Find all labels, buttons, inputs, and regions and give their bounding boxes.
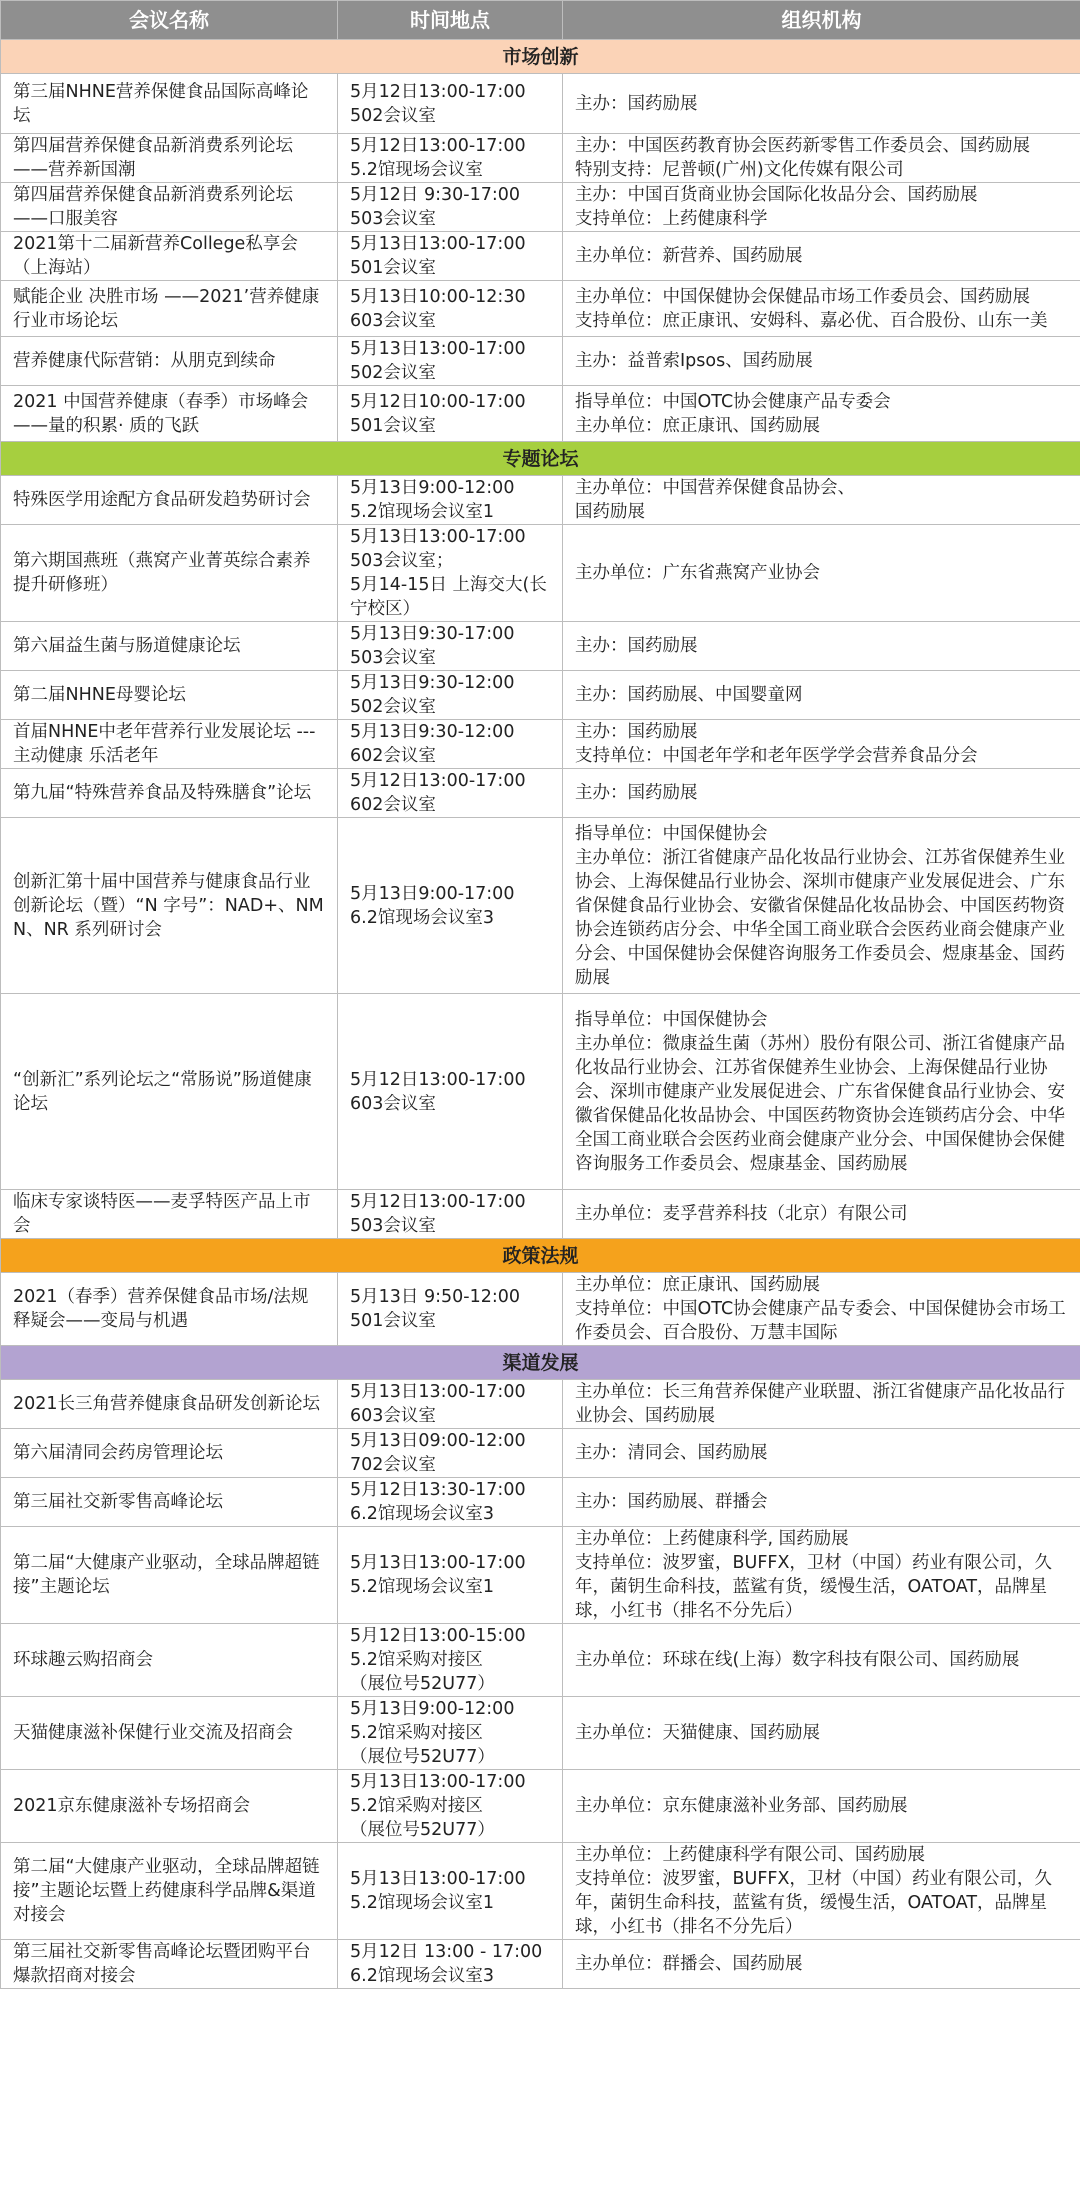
time-location-line: 5月12日13:00-17:00	[350, 81, 526, 102]
conference-name: 第四届营养保健食品新消费系列论坛——口服美容	[1, 183, 338, 232]
organizer-line: 主办：中国医药教育协会医药新零售工作委员会、国药励展	[575, 136, 1030, 156]
section-row	[1, 1239, 1080, 1273]
table-row	[1, 476, 1080, 525]
time-location-line: 5月13日13:00-17:00	[350, 527, 526, 547]
table-row	[1, 1190, 1080, 1239]
time-location-line: 501会议室	[350, 258, 436, 278]
organizer-line: 主办单位：中国保健协会保健品市场工作委员会、国药励展	[575, 286, 1030, 307]
organizer-line: 主办单位：京东健康滋补业务部、国药励展	[575, 1796, 908, 1816]
time-location-line: （展位号52U77）	[350, 1674, 495, 1694]
organizer-line: 主办单位：微康益生菌（苏州）股份有限公司、浙江省健康产品化妆品行业协会、江苏省保健养生业协会、上海保健品行业协会、深圳市健康产业发展促进会、广东省保健食品行业协会、安徽省保健品化妆品协会、中国医药物资协会连锁药店分会、中华全国工商业联合会医药业商会健康产业分会、中国保健协会保健咨询服务工作委员会、煜康基金、国药励展	[575, 1033, 1065, 1174]
time-location	[338, 671, 563, 720]
section-title: 渠道发展	[1, 1346, 1080, 1380]
time-location-line: 5月12日13:00-15:00	[350, 1626, 526, 1646]
organizer	[563, 525, 1080, 622]
organizer-line: 主办单位：天猫健康、国药励展	[575, 1723, 820, 1743]
time-location-line: 5月13日9:00-12:00	[350, 478, 515, 498]
table-row	[1, 1843, 1080, 1940]
organizer-line: 主办单位：麦孚营养科技（北京）有限公司	[575, 1204, 908, 1224]
conference-name: 2021第十二届新营养College私享会（上海站）	[1, 232, 338, 281]
organizer-line: 主办：国药励展、中国婴童网	[575, 685, 803, 705]
table-row	[1, 1527, 1080, 1624]
time-location-line: 702会议室	[350, 1455, 436, 1475]
conference-name: 第二届“大健康产业驱动，全球品牌超链接”主题论坛暨上药健康科学品牌&渠道对接会	[1, 1843, 338, 1940]
time-location-line: 5月13日9:00-17:00	[350, 883, 515, 904]
table-row	[1, 525, 1080, 622]
table-row	[1, 1770, 1080, 1843]
time-location-line: 5月13日10:00-12:30	[350, 286, 526, 307]
section-row	[1, 40, 1080, 74]
time-location-line: 5月12日 9:30-17:00	[350, 185, 521, 205]
time-location-line: 5.2馆采购对接区	[350, 1650, 483, 1670]
time-location	[338, 1478, 563, 1527]
time-location	[338, 1380, 563, 1429]
time-location-line: 603会议室	[350, 310, 436, 331]
organizer-line: 支持单位：中国老年学和老年医学学会营养食品分会	[575, 746, 978, 766]
organizer-line: 主办单位：上药健康科学有限公司、国药励展	[575, 1845, 925, 1865]
organizer-line: 主办：国药励展	[575, 722, 698, 742]
time-location	[338, 1527, 563, 1624]
conference-name: 临床专家谈特医——麦孚特医产品上市会	[1, 1190, 338, 1239]
conference-name: “创新汇”系列论坛之“常肠说”肠道健康论坛	[1, 994, 338, 1190]
time-location	[338, 769, 563, 818]
organizer	[563, 183, 1080, 232]
organizer-line: 主办单位：群播会、国药励展	[575, 1954, 803, 1974]
organizer	[563, 994, 1080, 1190]
time-location-line: 5.2馆现场会议室1	[350, 1893, 494, 1913]
time-location-line: 502会议室	[350, 363, 436, 383]
time-location-line: 5月12日 13:00 - 17:00	[350, 1942, 543, 1962]
time-location-line: 5.2馆采购对接区	[350, 1796, 483, 1816]
time-location	[338, 1697, 563, 1770]
time-location-line: 501会议室	[350, 1311, 436, 1331]
time-location	[338, 1190, 563, 1239]
time-location-line: 503会议室	[350, 1216, 436, 1236]
organizer-line: 支持单位：上药健康科学	[575, 209, 768, 229]
organizer-line: 支持单位：庶正康讯、安姆科、嘉必优、百合股份、山东一美	[575, 310, 1048, 331]
conference-name: 2021（春季）营养保健食品市场/法规释疑会——变局与机遇	[1, 1273, 338, 1346]
organizer	[563, 818, 1080, 994]
time-location-line: 602会议室	[350, 746, 436, 766]
organizer	[563, 74, 1080, 134]
organizer	[563, 1527, 1080, 1624]
time-location	[338, 476, 563, 525]
organizer	[563, 1429, 1080, 1478]
section-title: 专题论坛	[1, 442, 1080, 476]
organizer	[563, 1843, 1080, 1940]
organizer-line: 主办：国药励展	[575, 783, 698, 803]
conference-name: 第二届“大健康产业驱动，全球品牌超链接”主题论坛	[1, 1527, 338, 1624]
time-location	[338, 1843, 563, 1940]
organizer-line: 支持单位：波罗蜜，BUFFX，卫材（中国）药业有限公司，久年，菌钥生命科技，蓝鲨有货，缓慢生活，OATOAT，品牌星球，小红书（排名不分先后）	[575, 1553, 1052, 1621]
organizer-line: 主办：国药励展、群播会	[575, 1492, 768, 1512]
organizer-line: 主办：益普索Ipsos、国药励展	[575, 351, 813, 371]
time-location	[338, 525, 563, 622]
table-row	[1, 1478, 1080, 1527]
time-location-line: 5月12日13:30-17:00	[350, 1480, 526, 1500]
table-row	[1, 818, 1080, 994]
table-row	[1, 281, 1080, 337]
organizer	[563, 281, 1080, 337]
conference-name: 创新汇第十届中国营养与健康食品行业创新论坛（暨）“N 字号”：NAD+、NMN、NR 系列研讨会	[1, 818, 338, 994]
organizer-line: 主办单位：庶正康讯、国药励展	[575, 415, 820, 436]
time-location	[338, 1940, 563, 1989]
conference-name: 第六期国燕班（燕窝产业菁英综合素养提升研修班）	[1, 525, 338, 622]
conference-name: 第三届NHNE营养保健食品国际高峰论坛	[1, 74, 338, 134]
header-name: 会议名称	[1, 1, 338, 40]
time-location-line: 5月13日13:00-17:00	[350, 1382, 526, 1402]
organizer	[563, 1940, 1080, 1989]
table-row	[1, 1940, 1080, 1989]
table-row	[1, 386, 1080, 442]
time-location-line: 5.2馆现场会议室1	[350, 502, 494, 522]
conference-name: 第三届社交新零售高峰论坛暨团购平台爆款招商对接会	[1, 1940, 338, 1989]
conference-name: 第二届NHNE母婴论坛	[1, 671, 338, 720]
time-location-line: 5.2馆采购对接区	[350, 1723, 483, 1743]
section-row	[1, 1346, 1080, 1380]
organizer	[563, 1624, 1080, 1697]
time-location-line: 5月13日13:00-17:00	[350, 1772, 526, 1792]
time-location-line: 6.2馆现场会议室3	[350, 1504, 494, 1524]
organizer-line: 支持单位：中国OTC协会健康产品专委会、中国保健协会市场工作委员会、百合股份、万慧丰国际	[575, 1299, 1066, 1343]
table-row	[1, 1429, 1080, 1478]
table-row	[1, 134, 1080, 183]
organizer	[563, 769, 1080, 818]
time-location-line: 6.2馆现场会议室3	[350, 1966, 494, 1986]
time-location	[338, 1770, 563, 1843]
time-location-line: 501会议室	[350, 415, 436, 436]
table-row	[1, 994, 1080, 1190]
table-row	[1, 183, 1080, 232]
time-location-line: 5月12日13:00-17:00	[350, 1069, 526, 1090]
time-location-line: 5月14-15日 上海交大(长宁校区）	[350, 575, 547, 619]
organizer	[563, 337, 1080, 386]
organizer-line: 主办单位：中国营养保健食品协会、	[575, 478, 855, 498]
table-row	[1, 1624, 1080, 1697]
organizer	[563, 232, 1080, 281]
time-location-line: 5月13日9:00-12:00	[350, 1699, 515, 1719]
conference-name: 营养健康代际营销：从朋克到续命	[1, 337, 338, 386]
time-location	[338, 622, 563, 671]
header-time-location: 时间地点	[338, 1, 563, 40]
table-row	[1, 1380, 1080, 1429]
organizer-line: 支持单位：波罗蜜，BUFFX，卫材（中国）药业有限公司，久年，菌钥生命科技，蓝鲨有货，缓慢生活，OATOAT，品牌星球，小红书（排名不分先后）	[575, 1869, 1052, 1937]
time-location	[338, 818, 563, 994]
time-location-line: 5月13日9:30-12:00	[350, 673, 515, 693]
conference-name: 2021长三角营养健康食品研发创新论坛	[1, 1380, 338, 1429]
time-location-line: 5月13日9:30-12:00	[350, 722, 515, 742]
time-location-line: 5月13日 9:50-12:00	[350, 1287, 521, 1307]
table-row	[1, 671, 1080, 720]
time-location-line: 5.2馆现场会议室1	[350, 1577, 494, 1597]
table-row	[1, 74, 1080, 134]
time-location	[338, 74, 563, 134]
table-row	[1, 232, 1080, 281]
organizer-line: 主办单位：上药健康科学, 国药励展	[575, 1529, 849, 1549]
header-organizer: 组织机构	[563, 1, 1080, 40]
time-location-line: 5月12日13:00-17:00	[350, 136, 526, 156]
organizer-line: 主办：国药励展	[575, 93, 698, 114]
time-location	[338, 994, 563, 1190]
time-location-line: 5月13日13:00-17:00	[350, 339, 526, 359]
time-location-line: 5月13日9:30-17:00	[350, 624, 515, 644]
table-row	[1, 622, 1080, 671]
conference-name: 赋能企业 决胜市场 ——2021’营养健康行业市场论坛	[1, 281, 338, 337]
organizer	[563, 1478, 1080, 1527]
organizer	[563, 720, 1080, 769]
time-location	[338, 134, 563, 183]
time-location-line: 503会议室	[350, 648, 436, 668]
conference-name: 第四届营养保健食品新消费系列论坛——营养新国潮	[1, 134, 338, 183]
conference-name: 2021京东健康滋补专场招商会	[1, 1770, 338, 1843]
table-row	[1, 1273, 1080, 1346]
section-title: 政策法规	[1, 1239, 1080, 1273]
time-location-line: 5月12日13:00-17:00	[350, 1192, 526, 1212]
conference-name: 天猫健康滋补保健行业交流及招商会	[1, 1697, 338, 1770]
time-location-line: （展位号52U77）	[350, 1820, 495, 1840]
time-location	[338, 281, 563, 337]
time-location-line: 602会议室	[350, 795, 436, 815]
conference-name: 第九届“特殊营养食品及特殊膳食”论坛	[1, 769, 338, 818]
organizer-line: 主办单位：浙江省健康产品化妆品行业协会、江苏省保健养生业协会、上海保健品行业协会、深圳市健康产业发展促进会、广东省保健食品行业协会、安徽省保健品化妆品协会、中国医药物资协会连锁药店分会、中华全国工商业联合会医药业商会健康产业分会、中国保健协会保健咨询服务工作委员会、煜康基金、国药励展	[575, 847, 1065, 988]
organizer	[563, 134, 1080, 183]
organizer-line: 主办单位：新营养、国药励展	[575, 246, 803, 266]
organizer-line: 指导单位：中国OTC协会健康产品专委会	[575, 391, 891, 412]
time-location-line: 5月13日13:00-17:00	[350, 1553, 526, 1573]
organizer-line: 主办单位：广东省燕窝产业协会	[575, 563, 820, 583]
time-location-line: 5月13日13:00-17:00	[350, 1869, 526, 1889]
time-location-line: 503会议室；	[350, 551, 454, 571]
organizer	[563, 1380, 1080, 1429]
time-location	[338, 183, 563, 232]
time-location-line: 502会议室	[350, 697, 436, 717]
organizer	[563, 622, 1080, 671]
section-row	[1, 442, 1080, 476]
table-row	[1, 1697, 1080, 1770]
conference-name: 首届NHNE中老年营养行业发展论坛 --- 主动健康 乐活老年	[1, 720, 338, 769]
time-location	[338, 337, 563, 386]
organizer-line: 主办单位：环球在线(上海）数字科技有限公司、国药励展	[575, 1650, 1020, 1670]
table-row	[1, 337, 1080, 386]
time-location-line: 603会议室	[350, 1093, 436, 1114]
time-location-line: 5月12日13:00-17:00	[350, 771, 526, 791]
organizer	[563, 671, 1080, 720]
organizer	[563, 1697, 1080, 1770]
table-row	[1, 720, 1080, 769]
section-title: 市场创新	[1, 40, 1080, 74]
organizer	[563, 1190, 1080, 1239]
organizer-line: 主办单位：庶正康讯、国药励展	[575, 1275, 820, 1295]
time-location-line: 5月13日13:00-17:00	[350, 234, 526, 254]
organizer-line: 主办：国药励展	[575, 636, 698, 656]
organizer-line: 主办：清同会、国药励展	[575, 1443, 768, 1463]
time-location	[338, 1624, 563, 1697]
time-location	[338, 386, 563, 442]
time-location-line: 502会议室	[350, 105, 436, 126]
time-location-line: （展位号52U77）	[350, 1747, 495, 1767]
organizer-line: 主办单位：长三角营养保健产业联盟、浙江省健康产品化妆品行业协会、国药励展	[575, 1382, 1065, 1426]
organizer-line: 国药励展	[575, 502, 645, 522]
organizer	[563, 1770, 1080, 1843]
time-location	[338, 232, 563, 281]
conference-name: 2021 中国营养健康（春季）市场峰会 ——量的积累· 质的飞跃	[1, 386, 338, 442]
organizer-line: 主办：中国百货商业协会国际化妆品分会、国药励展	[575, 185, 978, 205]
organizer	[563, 1273, 1080, 1346]
organizer-line: 指导单位：中国保健协会	[575, 823, 768, 844]
organizer	[563, 386, 1080, 442]
time-location-line: 5月12日10:00-17:00	[350, 391, 526, 412]
organizer-line: 特别支持：尼普顿(广州)文化传媒有限公司	[575, 160, 904, 180]
header-row	[1, 1, 1080, 40]
time-location	[338, 1273, 563, 1346]
organizer	[563, 476, 1080, 525]
conference-name: 第三届社交新零售高峰论坛	[1, 1478, 338, 1527]
time-location-line: 503会议室	[350, 209, 436, 229]
conference-name: 特殊医学用途配方食品研发趋势研讨会	[1, 476, 338, 525]
organizer-line: 指导单位：中国保健协会	[575, 1009, 768, 1030]
time-location-line: 5.2馆现场会议室	[350, 160, 483, 180]
time-location-line: 6.2馆现场会议室3	[350, 907, 494, 928]
table-row	[1, 769, 1080, 818]
time-location	[338, 1429, 563, 1478]
time-location-line: 5月13日09:00-12:00	[350, 1431, 526, 1451]
conference-name: 第六届益生菌与肠道健康论坛	[1, 622, 338, 671]
conference-name: 环球趣云购招商会	[1, 1624, 338, 1697]
time-location	[338, 720, 563, 769]
table-body	[1, 40, 1080, 1989]
conference-name: 第六届清同会药房管理论坛	[1, 1429, 338, 1478]
time-location-line: 603会议室	[350, 1406, 436, 1426]
